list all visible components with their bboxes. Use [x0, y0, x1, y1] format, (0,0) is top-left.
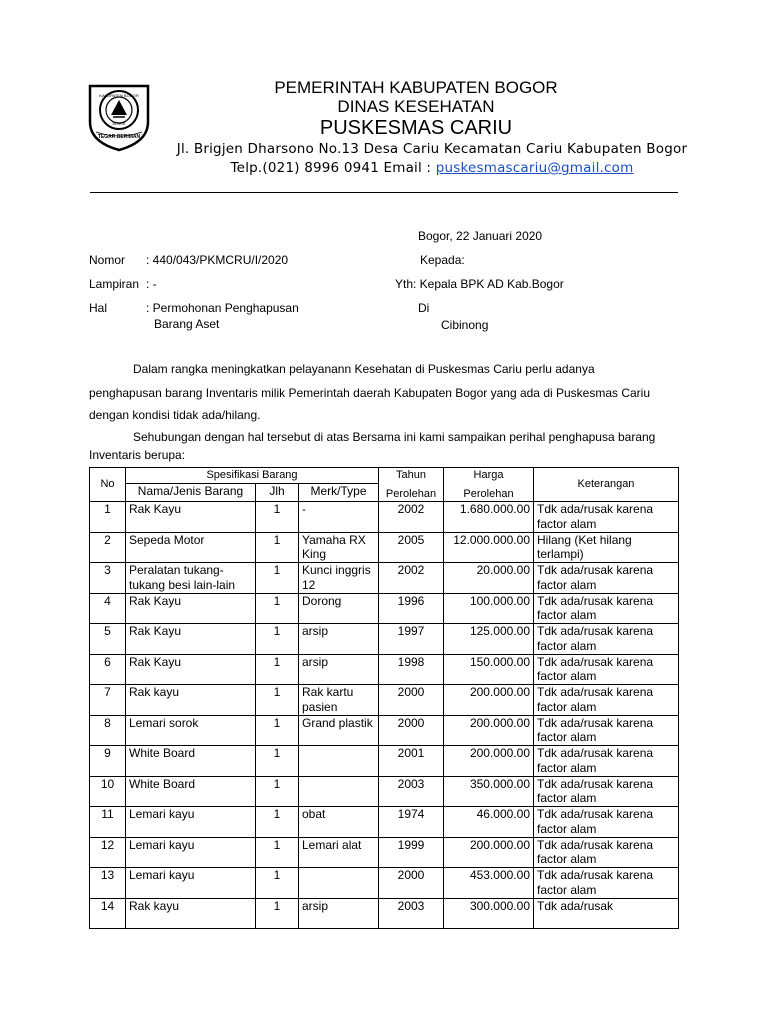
- cell-nama: Rak Kayu: [126, 502, 256, 533]
- cell-merk: arsip: [299, 654, 379, 685]
- cell-jlh: 1: [256, 685, 299, 716]
- cell-tahun: 1974: [379, 807, 444, 838]
- cell-no: 11: [90, 807, 126, 838]
- cell-merk: Kunci inggris 12: [299, 563, 379, 594]
- cell-tahun: 2003: [379, 776, 444, 807]
- kop-line-2: DINAS KESEHATAN: [337, 97, 495, 116]
- cell-no: 2: [90, 532, 126, 563]
- table-row: [90, 502, 679, 533]
- table-row: [90, 807, 679, 838]
- cell-nama: Rak kayu: [126, 685, 256, 716]
- kop-line-1: PEMERINTAH KABUPATEN BOGOR: [274, 78, 558, 97]
- recipient-city: Cibinong: [441, 318, 489, 332]
- cell-ket: Tdk ada/rusak karena factor alam: [534, 502, 679, 533]
- header-no: No: [90, 468, 126, 502]
- lampiran-value: : -: [146, 277, 157, 291]
- table-row: [90, 593, 679, 624]
- table-row: [90, 837, 679, 868]
- cell-no: 1: [90, 502, 126, 533]
- cell-no: 9: [90, 746, 126, 777]
- cell-tahun: 1998: [379, 654, 444, 685]
- cell-merk: arsip: [299, 624, 379, 655]
- cell-nama: Lemari kayu: [126, 868, 256, 899]
- lampiran-label: Lampiran: [89, 277, 140, 291]
- cell-no: 10: [90, 776, 126, 807]
- table-row: [90, 746, 679, 777]
- header-harga-line2: Perolehan: [463, 487, 514, 500]
- hal-label: Hal: [89, 301, 108, 315]
- header-spesifikasi: Spesifikasi Barang: [126, 468, 379, 484]
- cell-harga: 200.000.00: [444, 837, 534, 868]
- cell-nama: Sepeda Motor: [126, 532, 256, 563]
- cell-nama: White Board: [126, 746, 256, 777]
- cell-tahun: 2000: [379, 868, 444, 899]
- cell-jlh: 1: [256, 624, 299, 655]
- cell-jlh: 1: [256, 898, 299, 929]
- cell-nama: Lemari kayu: [126, 807, 256, 838]
- table-row: [90, 868, 679, 899]
- header-jlh: Jlh: [256, 483, 299, 501]
- cell-jlh: 1: [256, 654, 299, 685]
- cell-jlh: 1: [256, 776, 299, 807]
- cell-harga: 200.000.00: [444, 746, 534, 777]
- header-merk: Merk/Type: [299, 483, 379, 501]
- cell-merk: [299, 776, 379, 807]
- header-harga-line1: Harga: [473, 469, 504, 481]
- cell-ket: Tdk ada/rusak karena factor alam: [534, 807, 679, 838]
- cell-ket: Tdk ada/rusak karena factor alam: [534, 776, 679, 807]
- cell-harga: 453.000.00: [444, 868, 534, 899]
- cell-no: 5: [90, 624, 126, 655]
- email-link[interactable]: puskesmascariu@gmail.com: [435, 160, 634, 176]
- table-row: [90, 685, 679, 716]
- cell-ket: Tdk ada/rusak karena factor alam: [534, 715, 679, 746]
- inventory-table: [89, 467, 679, 929]
- cell-harga: 300.000.00: [444, 898, 534, 929]
- paragraph-2-line-2: Inventaris berupa:: [89, 448, 186, 462]
- header-tahun-line2: Perolehan: [385, 487, 437, 500]
- cell-ket: Tdk ada/rusak karena factor alam: [534, 563, 679, 594]
- cell-ket: Tdk ada/rusak karena factor alam: [534, 837, 679, 868]
- header-keterangan: Keterangan: [534, 468, 679, 502]
- cell-jlh: 1: [256, 807, 299, 838]
- cell-merk: Rak kartu pasien: [299, 685, 379, 716]
- cell-tahun: 2001: [379, 746, 444, 777]
- cell-tahun: 2002: [379, 563, 444, 594]
- cell-merk: Lemari alat: [299, 837, 379, 868]
- cell-jlh: 1: [256, 837, 299, 868]
- cell-no: 12: [90, 837, 126, 868]
- cell-harga: 46.000.00: [444, 807, 534, 838]
- cell-merk: Dorong: [299, 593, 379, 624]
- cell-nama: Rak Kayu: [126, 654, 256, 685]
- cell-tahun: 2003: [379, 898, 444, 929]
- cell-merk: -: [299, 502, 379, 533]
- cell-harga: 350.000.00: [444, 776, 534, 807]
- cell-tahun: 1999: [379, 837, 444, 868]
- cell-nama: Lemari kayu: [126, 837, 256, 868]
- paragraph-1-line-3: dengan kondisi tidak ada/hilang.: [89, 408, 261, 422]
- cell-harga: 20.000.00: [444, 563, 534, 594]
- cell-harga: 150.000.00: [444, 654, 534, 685]
- cell-no: 4: [90, 593, 126, 624]
- cell-nama: Peralatan tukang-tukang besi lain-lain: [126, 563, 256, 594]
- header-tahun-line1: Tahun: [396, 469, 426, 481]
- cell-merk: [299, 746, 379, 777]
- cell-tahun: 1997: [379, 624, 444, 655]
- cell-harga: 100.000.00: [444, 593, 534, 624]
- cell-merk: obat: [299, 807, 379, 838]
- table-row: [90, 654, 679, 685]
- cell-nama: Lemari sorok: [126, 715, 256, 746]
- table-row: [90, 898, 679, 929]
- cell-no: 13: [90, 868, 126, 899]
- cell-tahun: 2005: [379, 532, 444, 563]
- table-row: [90, 624, 679, 655]
- table-row: [90, 776, 679, 807]
- nomor-label: Nomor: [89, 253, 126, 267]
- header-harga: [444, 468, 534, 502]
- cell-ket: Tdk ada/rusak karena factor alam: [534, 868, 679, 899]
- cell-jlh: 1: [256, 502, 299, 533]
- cell-jlh: 1: [256, 746, 299, 777]
- hal-value-line1: : Permohonan Penghapusan: [146, 301, 299, 315]
- kop-line-3: PUSKESMAS CARIU: [319, 117, 513, 139]
- cell-no: 14: [90, 898, 126, 929]
- cell-nama: Rak kayu: [126, 898, 256, 929]
- cell-ket: Tdk ada/rusak karena factor alam: [534, 654, 679, 685]
- nomor-value: : 440/043/PKMCRU/I/2020: [146, 253, 289, 267]
- cell-no: 7: [90, 685, 126, 716]
- di-label: Di: [418, 301, 430, 315]
- table-row: [90, 715, 679, 746]
- table-row: [90, 563, 679, 594]
- cell-jlh: 1: [256, 563, 299, 594]
- table-row: [90, 532, 679, 563]
- kop-address: Jl. Brigjen Dharsono No.13 Desa Cariu Kecamatan Cariu Kabupaten Bogor: [176, 141, 688, 157]
- cell-ket: Hilang (Ket hilang terlampi): [534, 532, 679, 563]
- cell-ket: Tdk ada/rusak karena factor alam: [534, 624, 679, 655]
- cell-harga: 200.000.00: [444, 685, 534, 716]
- place-date: Bogor, 22 Januari 2020: [418, 229, 543, 243]
- hal-value-line2: Barang Aset: [154, 317, 220, 331]
- header-divider: [90, 192, 678, 193]
- cell-nama: White Board: [126, 776, 256, 807]
- logo-ring-text: KABUPATEN BOGOR: [99, 93, 139, 98]
- cell-no: 3: [90, 563, 126, 594]
- kop-telp: Telp.(021) 8996 0941 Email :: [230, 160, 436, 176]
- paragraph-1-line-2: penghapusan barang Inventaris milik Pemerintah daerah Kabupaten Bogor yang ada di Puskesmas Cariu: [89, 386, 651, 400]
- kepada-label: Kepada:: [420, 253, 465, 267]
- cell-tahun: 2000: [379, 685, 444, 716]
- logo-motto: TEGAR BERIMAN: [97, 134, 141, 140]
- cell-jlh: 1: [256, 532, 299, 563]
- cell-jlh: 1: [256, 715, 299, 746]
- cell-ket: Tdk ada/rusak karena factor alam: [534, 685, 679, 716]
- paragraph-1-line-1: Dalam rangka meningkatkan pelayanann Kesehatan di Puskesmas Cariu perlu adanya: [133, 362, 595, 376]
- logo-center-text: BOGOR: [112, 122, 126, 126]
- kop-contact: [48, 160, 768, 176]
- cell-no: 6: [90, 654, 126, 685]
- inventory-table-body: [90, 502, 679, 929]
- cell-jlh: 1: [256, 593, 299, 624]
- cell-harga: 1.680.000.00: [444, 502, 534, 533]
- cell-ket: Tdk ada/rusak karena factor alam: [534, 593, 679, 624]
- cell-nama: Rak Kayu: [126, 593, 256, 624]
- header-nama: Nama/Jenis Barang: [126, 483, 256, 501]
- cell-merk: Grand plastik: [299, 715, 379, 746]
- recipient: Yth: Kepala BPK AD Kab.Bogor: [395, 277, 564, 291]
- cell-tahun: 1996: [379, 593, 444, 624]
- cell-no: 8: [90, 715, 126, 746]
- cell-tahun: 2000: [379, 715, 444, 746]
- paragraph-2-line-1: Sehubungan dengan hal tersebut di atas Bersama ini kami sampaikan perihal penghapusa barang: [133, 430, 656, 444]
- cell-harga: 125.000.00: [444, 624, 534, 655]
- cell-tahun: 2002: [379, 502, 444, 533]
- cell-merk: [299, 868, 379, 899]
- cell-jlh: 1: [256, 868, 299, 899]
- cell-ket: Tdk ada/rusak karena factor alam: [534, 746, 679, 777]
- cell-harga: 200.000.00: [444, 715, 534, 746]
- header-tahun: [379, 468, 444, 502]
- cell-nama: Rak Kayu: [126, 624, 256, 655]
- cell-merk: arsip: [299, 898, 379, 929]
- cell-ket: Tdk ada/rusak: [534, 898, 679, 929]
- cell-merk: Yamaha RX King: [299, 532, 379, 563]
- cell-harga: 12.000.000.00: [444, 532, 534, 563]
